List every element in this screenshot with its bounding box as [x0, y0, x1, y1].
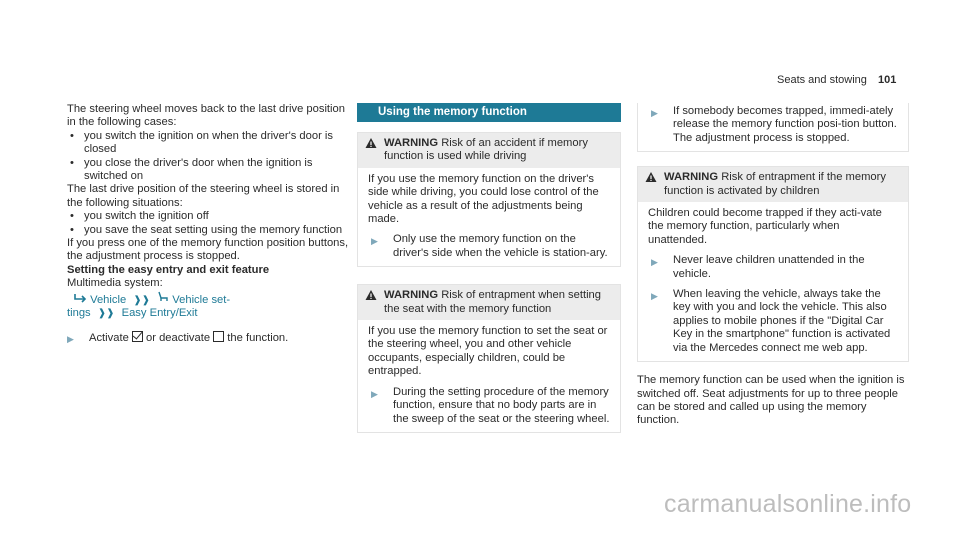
- warning-title: Risk of entrapment when setting the seat with the memory function: [384, 289, 602, 315]
- multimedia-label: Multimedia system:: [67, 277, 163, 290]
- nav-vehicle-settings-cont: tings: [67, 307, 91, 320]
- nav-easy-entry: Easy Entry/Exit: [121, 307, 198, 320]
- action-arrow-icon: ▶: [67, 333, 74, 344]
- warning-triangle-icon: [365, 137, 377, 149]
- warning-label: WARNING: [384, 137, 439, 149]
- nav-vehicle-settings: Vehicle set-: [172, 293, 231, 306]
- action-arrow-icon: ▶: [371, 388, 378, 399]
- warning-header: [638, 167, 908, 202]
- page-number: 101: [877, 74, 897, 86]
- list-item: • you save the seat setting using the memory function: [67, 224, 349, 237]
- warning-label: WARNING: [664, 171, 719, 184]
- return-arrow-icon: [73, 294, 90, 306]
- warning-step: ▶ During the setting procedure of the memory function, ensure that no body parts are in the sweep of the seat or the steering wheel.: [371, 385, 610, 425]
- warning-body: Children could become trapped if they acti-vate the memory function, particularly when unattended. ▶ Never leave children unattended in the vehicle. ▶ When leaving the vehicle, always take the key with you and lock the vehicle. This also applies to mobile phones if the "Digital Car Key in the smartphone" function is activated via the Mercedes connect me web app.: [638, 202, 908, 361]
- watermark-text: carmanualsonline.info: [664, 490, 912, 518]
- header-section: Seats and stowing: [777, 74, 867, 86]
- running-header: [777, 74, 909, 87]
- stop-note-text: If you press one of the memory function position buttons, the adjustment process is stopped.: [67, 237, 349, 263]
- closing-text: The memory function can be used when the ignition is switched off. Seat adjustments for up to three people can be stored and called up using the memory function.: [637, 374, 905, 427]
- list-item: • you close the driver's door when the ignition is switched on: [67, 157, 349, 184]
- list-item: • you switch the ignition on when the driver's door is closed: [67, 130, 349, 157]
- warning-step: ▶ Only use the memory function on the driver's side when the vehicle is station-ary.: [371, 233, 608, 259]
- column-3: [637, 103, 909, 428]
- intro-text: The steering wheel moves back to the last drive position in the following cases:: [67, 103, 345, 129]
- warning-header: [358, 285, 620, 320]
- nav-path-line2: [67, 307, 349, 320]
- warning-body: If you use the memory function to set the seat or the steering wheel, you and other vehicle occupants, especially children, could be entrapped. ▶ During the setting procedure of the memory function, ensure that no body parts are in the sweep of the seat or the steering wheel.: [358, 320, 620, 432]
- stored-situations-text: The last drive position of the steering wheel is stored in the following situations:: [67, 183, 340, 209]
- action-arrow-icon: ▶: [651, 257, 658, 268]
- list-item: • you switch the ignition off: [67, 210, 349, 223]
- warning-step: ▶ When leaving the vehicle, always take the key with you and lock the vehicle. This also applies to mobile phones if the "Digital Car Key in the smartphone" function is activated via the Mercedes connect me web app.: [651, 288, 891, 354]
- nav-path: [67, 291, 349, 307]
- warning-box-entrapment: [357, 284, 621, 433]
- activate-step: ▶ Activate or deactivate the function.: [67, 331, 349, 345]
- warning-continuation: [637, 103, 909, 152]
- seat-settings-icon: [157, 294, 172, 306]
- setting-heading: Setting the easy entry and exit feature: [67, 263, 270, 276]
- warning-box-children: [637, 166, 909, 362]
- warning-title: Risk of entrapment if the memory function is activated by children: [664, 171, 886, 197]
- action-arrow-icon: ▶: [651, 108, 658, 118]
- warning-triangle-icon: [645, 171, 657, 183]
- column-1: [67, 103, 349, 345]
- nav-vehicle: Vehicle: [90, 293, 127, 306]
- column-2: [357, 103, 621, 433]
- checkbox-empty-icon: [213, 331, 224, 342]
- warning-box-accident: [357, 132, 621, 267]
- double-chevron-icon: ❱❱: [133, 294, 151, 306]
- action-arrow-icon: ▶: [651, 291, 658, 302]
- warning-label: WARNING: [384, 289, 439, 302]
- action-arrow-icon: ▶: [371, 236, 378, 247]
- warning-step: ▶ Never leave children unattended in the vehicle.: [651, 254, 865, 280]
- double-chevron-icon: ❱❱: [97, 308, 115, 320]
- warning-triangle-icon: [365, 289, 377, 301]
- warning-step: ▶ If somebody becomes trapped, immedi-ately release the memory function posi-tion button. The adjustment process is stopped.: [651, 105, 897, 144]
- warning-title: Risk of an accident if memory function is used while driving: [384, 137, 588, 163]
- warning-body: If you use the memory function on the driver's side while driving, you could lose control of the vehicle as a result of the adjustments being made. ▶ Only use the memory function on the driver's side when the vehicle is station-ary.: [358, 168, 620, 266]
- warning-header: [358, 133, 620, 168]
- section-title-bar: Using the memory function: [357, 103, 621, 122]
- checkbox-checked-icon: [132, 331, 143, 342]
